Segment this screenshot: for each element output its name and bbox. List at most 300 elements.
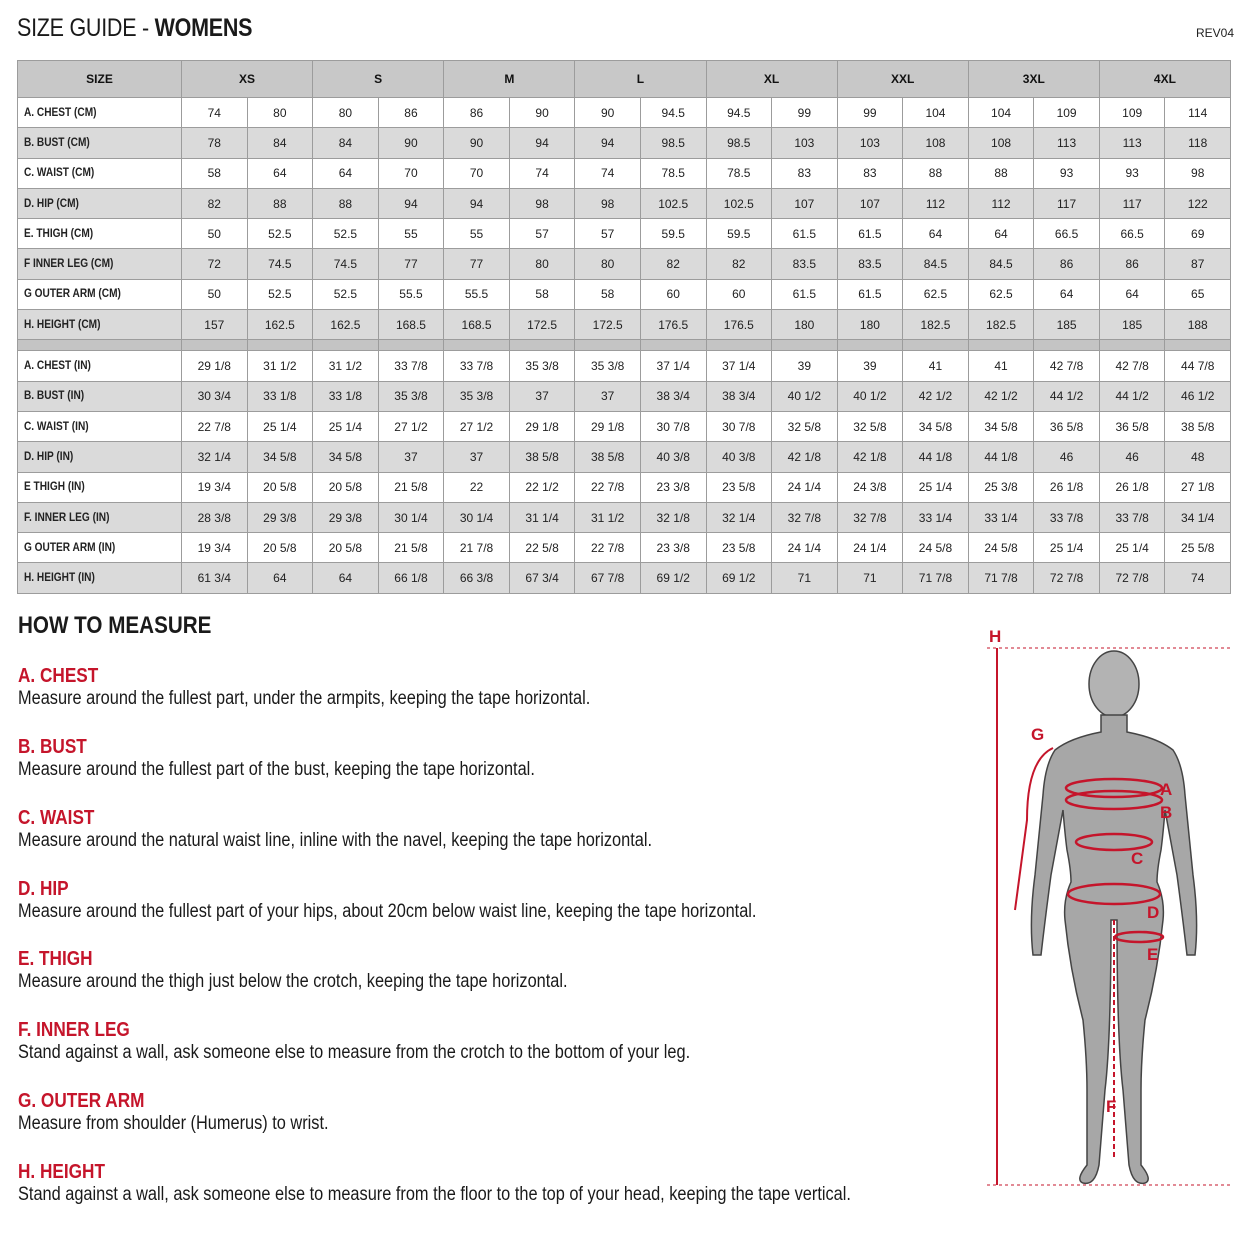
measurement-value: 98.5 bbox=[706, 128, 772, 158]
measurement-row bbox=[18, 279, 1231, 309]
measure-section-hip bbox=[18, 877, 877, 923]
measurement-value: 33 7/8 bbox=[378, 351, 444, 381]
measurement-value: 62.5 bbox=[903, 279, 969, 309]
measurement-value: 21 5/8 bbox=[378, 472, 444, 502]
measurement-row bbox=[18, 472, 1231, 502]
measurement-value: 72 bbox=[182, 249, 248, 279]
measurement-value: 83 bbox=[837, 158, 903, 188]
measure-heading: A. CHEST bbox=[18, 665, 99, 687]
measurement-value: 34 1/4 bbox=[1165, 502, 1231, 532]
measurement-value: 59.5 bbox=[640, 219, 706, 249]
measurement-value: 74.5 bbox=[247, 249, 313, 279]
separator-cell bbox=[18, 340, 182, 351]
measurement-row bbox=[18, 188, 1231, 218]
measurement-value: 64 bbox=[247, 158, 313, 188]
measurement-value: 64 bbox=[1099, 279, 1165, 309]
size-m-header: M bbox=[444, 61, 575, 98]
measurement-value: 94.5 bbox=[706, 98, 772, 128]
measurement-value: 94 bbox=[378, 188, 444, 218]
measurement-value: 180 bbox=[837, 310, 903, 340]
measure-description: Measure around the fullest part of your hips, about 20cm below waist line, keeping the tape horizontal. bbox=[18, 901, 757, 922]
row-label bbox=[18, 310, 182, 340]
measurement-value: 84 bbox=[247, 128, 313, 158]
separator-cell bbox=[772, 340, 838, 351]
measurement-value: 78.5 bbox=[706, 158, 772, 188]
measurement-value: 71 7/8 bbox=[968, 563, 1034, 593]
measurement-value: 104 bbox=[968, 98, 1034, 128]
measure-description: Stand against a wall, ask someone else to measure from the floor to the top of your head, keeping the tape vertical. bbox=[18, 1184, 851, 1205]
measurement-value: 71 bbox=[772, 563, 838, 593]
measure-heading: F. INNER LEG bbox=[18, 1019, 130, 1041]
measurement-value: 77 bbox=[444, 249, 510, 279]
measurement-value: 48 bbox=[1165, 442, 1231, 472]
measurement-value: 52.5 bbox=[247, 279, 313, 309]
measure-description: Measure around the fullest part of the bust, keeping the tape horizontal. bbox=[18, 759, 535, 780]
measurement-value: 21 7/8 bbox=[444, 533, 510, 563]
measurement-value: 118 bbox=[1165, 128, 1231, 158]
size-table bbox=[17, 60, 1231, 594]
measurement-value: 33 7/8 bbox=[1099, 502, 1165, 532]
measurement-value: 90 bbox=[509, 98, 575, 128]
row-label-text: E. THIGH (CM) bbox=[24, 227, 94, 240]
measurement-value: 185 bbox=[1034, 310, 1100, 340]
measurement-value: 42 7/8 bbox=[1099, 351, 1165, 381]
measurement-value: 182.5 bbox=[903, 310, 969, 340]
row-label-text: B. BUST (CM) bbox=[24, 136, 90, 149]
measurement-value: 35 3/8 bbox=[444, 381, 510, 411]
measurement-value: 23 3/8 bbox=[640, 533, 706, 563]
measurement-value: 69 1/2 bbox=[706, 563, 772, 593]
row-label-text: F INNER LEG (CM) bbox=[24, 258, 114, 271]
measurement-value: 25 3/8 bbox=[968, 472, 1034, 502]
measurement-value: 168.5 bbox=[444, 310, 510, 340]
measurement-value: 58 bbox=[509, 279, 575, 309]
measurement-value: 34 5/8 bbox=[968, 411, 1034, 441]
measure-heading: G. OUTER ARM bbox=[18, 1090, 145, 1112]
measurement-value: 57 bbox=[509, 219, 575, 249]
measurement-value: 172.5 bbox=[509, 310, 575, 340]
measurement-value: 172.5 bbox=[575, 310, 641, 340]
measurement-value: 42 1/8 bbox=[837, 442, 903, 472]
measurement-value: 40 1/2 bbox=[837, 381, 903, 411]
measurement-value: 72 7/8 bbox=[1099, 563, 1165, 593]
measurement-value: 98 bbox=[1165, 158, 1231, 188]
measurement-value: 59.5 bbox=[706, 219, 772, 249]
row-label bbox=[18, 381, 182, 411]
measurement-value: 34 5/8 bbox=[903, 411, 969, 441]
row-label-text: A. CHEST (CM) bbox=[24, 106, 97, 119]
row-label-text: G OUTER ARM (IN) bbox=[24, 541, 116, 554]
row-label bbox=[18, 219, 182, 249]
measure-description: Measure around the fullest part, under the armpits, keeping the tape horizontal. bbox=[18, 688, 591, 709]
separator-cell bbox=[182, 340, 248, 351]
row-label bbox=[18, 351, 182, 381]
size-xs-header: XS bbox=[182, 61, 313, 98]
measurement-value: 40 3/8 bbox=[640, 442, 706, 472]
measurement-value: 70 bbox=[444, 158, 510, 188]
measurement-value: 30 1/4 bbox=[444, 502, 510, 532]
measurement-value: 90 bbox=[444, 128, 510, 158]
measure-description: Measure from shoulder (Humerus) to wrist. bbox=[18, 1113, 329, 1134]
measurement-value: 22 7/8 bbox=[575, 533, 641, 563]
measure-description: Measure around the natural waist line, inline with the navel, keeping the tape horizontal. bbox=[18, 830, 653, 851]
measurement-value: 84.5 bbox=[968, 249, 1034, 279]
measurement-value: 117 bbox=[1034, 188, 1100, 218]
measurement-value: 74 bbox=[182, 98, 248, 128]
measurement-value: 77 bbox=[378, 249, 444, 279]
measurement-value: 57 bbox=[575, 219, 641, 249]
measurement-value: 94 bbox=[509, 128, 575, 158]
measurement-value: 37 1/4 bbox=[706, 351, 772, 381]
measure-heading: D. HIP bbox=[18, 878, 69, 900]
measurement-value: 29 3/8 bbox=[313, 502, 379, 532]
measurement-value: 27 1/2 bbox=[378, 411, 444, 441]
measurement-value: 34 5/8 bbox=[313, 442, 379, 472]
measurement-value: 88 bbox=[313, 188, 379, 218]
marker-c: C bbox=[1131, 849, 1144, 868]
measurement-row bbox=[18, 533, 1231, 563]
measure-section-inner-leg bbox=[18, 1018, 800, 1064]
measurement-value: 98.5 bbox=[640, 128, 706, 158]
measurement-value: 82 bbox=[640, 249, 706, 279]
measurement-value: 114 bbox=[1165, 98, 1231, 128]
row-label bbox=[18, 98, 182, 128]
measurement-value: 36 5/8 bbox=[1034, 411, 1100, 441]
measurement-value: 32 1/4 bbox=[706, 502, 772, 532]
measurement-value: 64 bbox=[968, 219, 1034, 249]
measurement-value: 60 bbox=[706, 279, 772, 309]
measurement-value: 72 7/8 bbox=[1034, 563, 1100, 593]
measurement-value: 26 1/8 bbox=[1034, 472, 1100, 502]
marker-e: E bbox=[1147, 945, 1159, 964]
revision-label: REV04 bbox=[1195, 26, 1234, 40]
measurement-value: 99 bbox=[837, 98, 903, 128]
measurement-value: 30 1/4 bbox=[378, 502, 444, 532]
measurement-value: 32 7/8 bbox=[837, 502, 903, 532]
measurement-value: 65 bbox=[1165, 279, 1231, 309]
separator-cell bbox=[313, 340, 379, 351]
measurement-value: 61.5 bbox=[837, 279, 903, 309]
measurement-value: 20 5/8 bbox=[313, 533, 379, 563]
separator-cell bbox=[1099, 340, 1165, 351]
row-label-text: D. HIP (IN) bbox=[24, 450, 74, 463]
measurement-value: 32 1/4 bbox=[182, 442, 248, 472]
measurement-value: 46 bbox=[1034, 442, 1100, 472]
measurement-value: 98 bbox=[575, 188, 641, 218]
measurement-value: 86 bbox=[378, 98, 444, 128]
marker-b: B bbox=[1160, 803, 1173, 822]
measurement-value: 66 1/8 bbox=[378, 563, 444, 593]
row-label bbox=[18, 188, 182, 218]
how-to-measure-title: HOW TO MEASURE bbox=[18, 612, 212, 639]
measurement-value: 20 5/8 bbox=[247, 472, 313, 502]
measurement-row bbox=[18, 411, 1231, 441]
measure-section-waist bbox=[18, 806, 755, 852]
row-label-text: D. HIP (CM) bbox=[24, 197, 79, 210]
measurement-value: 23 5/8 bbox=[706, 533, 772, 563]
measurement-value: 23 3/8 bbox=[640, 472, 706, 502]
unit-separator-row bbox=[18, 340, 1231, 351]
measure-section-bust bbox=[18, 735, 619, 781]
measurement-value: 24 1/4 bbox=[772, 472, 838, 502]
measurement-value: 32 1/8 bbox=[640, 502, 706, 532]
measurement-value: 29 1/8 bbox=[509, 411, 575, 441]
measurement-value: 25 1/4 bbox=[903, 472, 969, 502]
measurement-value: 88 bbox=[903, 158, 969, 188]
measurement-value: 94.5 bbox=[640, 98, 706, 128]
measurement-value: 102.5 bbox=[640, 188, 706, 218]
measurement-value: 25 1/4 bbox=[1099, 533, 1165, 563]
measurement-value: 93 bbox=[1034, 158, 1100, 188]
measurement-value: 94 bbox=[575, 128, 641, 158]
measurement-value: 113 bbox=[1099, 128, 1165, 158]
measurement-row bbox=[18, 310, 1231, 340]
measurement-value: 90 bbox=[378, 128, 444, 158]
measurement-value: 33 1/8 bbox=[247, 381, 313, 411]
size-l-header: L bbox=[575, 61, 706, 98]
measurement-value: 20 5/8 bbox=[247, 533, 313, 563]
measurement-value: 64 bbox=[247, 563, 313, 593]
measurement-value: 42 1/8 bbox=[772, 442, 838, 472]
measurement-value: 24 3/8 bbox=[837, 472, 903, 502]
measurement-value: 22 1/2 bbox=[509, 472, 575, 502]
measurement-row bbox=[18, 219, 1231, 249]
measurement-value: 38 5/8 bbox=[509, 442, 575, 472]
size-xxl-header: XXL bbox=[837, 61, 968, 98]
measurement-value: 31 1/4 bbox=[509, 502, 575, 532]
measurement-value: 38 3/4 bbox=[706, 381, 772, 411]
measurement-value: 86 bbox=[444, 98, 510, 128]
measurement-value: 40 1/2 bbox=[772, 381, 838, 411]
measure-section-thigh bbox=[18, 947, 657, 993]
measurement-value: 58 bbox=[575, 279, 641, 309]
measurement-value: 122 bbox=[1165, 188, 1231, 218]
measurement-value: 39 bbox=[772, 351, 838, 381]
measurement-value: 29 3/8 bbox=[247, 502, 313, 532]
body-measurement-figure bbox=[975, 620, 1235, 1195]
row-label-text: F. INNER LEG (IN) bbox=[24, 511, 110, 524]
measurement-value: 108 bbox=[968, 128, 1034, 158]
measurement-value: 78.5 bbox=[640, 158, 706, 188]
size-4xl-header: 4XL bbox=[1099, 61, 1230, 98]
measurement-value: 31 1/2 bbox=[313, 351, 379, 381]
measure-section-outer-arm bbox=[18, 1089, 379, 1135]
measurement-value: 104 bbox=[903, 98, 969, 128]
row-label-text: C. WAIST (IN) bbox=[24, 420, 89, 433]
measurement-value: 64 bbox=[903, 219, 969, 249]
row-label bbox=[18, 411, 182, 441]
row-label bbox=[18, 158, 182, 188]
marker-d: D bbox=[1147, 903, 1160, 922]
marker-g: G bbox=[1031, 725, 1045, 744]
measurement-value: 44 1/2 bbox=[1034, 381, 1100, 411]
separator-cell bbox=[1034, 340, 1100, 351]
measurement-value: 112 bbox=[903, 188, 969, 218]
measurement-value: 162.5 bbox=[247, 310, 313, 340]
measurement-value: 176.5 bbox=[640, 310, 706, 340]
measurement-value: 40 3/8 bbox=[706, 442, 772, 472]
measurement-value: 24 5/8 bbox=[903, 533, 969, 563]
measurement-value: 27 1/8 bbox=[1165, 472, 1231, 502]
row-label-text: B. BUST (IN) bbox=[24, 390, 85, 403]
measure-section-chest bbox=[18, 664, 683, 710]
measurement-value: 74 bbox=[575, 158, 641, 188]
measurement-value: 71 7/8 bbox=[903, 563, 969, 593]
measurement-value: 33 7/8 bbox=[444, 351, 510, 381]
measurement-value: 74.5 bbox=[313, 249, 379, 279]
measurement-value: 98 bbox=[509, 188, 575, 218]
measurement-value: 86 bbox=[1034, 249, 1100, 279]
separator-cell bbox=[378, 340, 444, 351]
measurement-value: 103 bbox=[837, 128, 903, 158]
measurement-value: 61.5 bbox=[772, 219, 838, 249]
measurement-value: 44 7/8 bbox=[1165, 351, 1231, 381]
measurement-value: 31 1/2 bbox=[575, 502, 641, 532]
measurement-value: 102.5 bbox=[706, 188, 772, 218]
separator-cell bbox=[706, 340, 772, 351]
measurement-value: 37 1/4 bbox=[640, 351, 706, 381]
measurement-value: 37 bbox=[575, 381, 641, 411]
measurement-value: 66.5 bbox=[1099, 219, 1165, 249]
measurement-value: 87 bbox=[1165, 249, 1231, 279]
row-label bbox=[18, 128, 182, 158]
measurement-value: 84 bbox=[313, 128, 379, 158]
measurement-value: 58 bbox=[182, 158, 248, 188]
separator-cell bbox=[509, 340, 575, 351]
measurement-value: 38 3/4 bbox=[640, 381, 706, 411]
measurement-value: 31 1/2 bbox=[247, 351, 313, 381]
measurement-value: 103 bbox=[772, 128, 838, 158]
measurement-value: 64 bbox=[1034, 279, 1100, 309]
measurement-value: 41 bbox=[903, 351, 969, 381]
measurement-value: 33 1/8 bbox=[313, 381, 379, 411]
measurement-value: 109 bbox=[1034, 98, 1100, 128]
row-label bbox=[18, 279, 182, 309]
measurement-value: 82 bbox=[182, 188, 248, 218]
measurement-value: 52.5 bbox=[247, 219, 313, 249]
measurement-value: 83.5 bbox=[837, 249, 903, 279]
measurement-value: 55.5 bbox=[444, 279, 510, 309]
row-label bbox=[18, 502, 182, 532]
separator-cell bbox=[444, 340, 510, 351]
measurement-row bbox=[18, 249, 1231, 279]
measurement-row bbox=[18, 442, 1231, 472]
row-label bbox=[18, 472, 182, 502]
measurement-value: 28 3/8 bbox=[182, 502, 248, 532]
size-header-row bbox=[18, 61, 1231, 98]
measurement-value: 46 bbox=[1099, 442, 1165, 472]
measurement-value: 34 5/8 bbox=[247, 442, 313, 472]
measure-heading: B. BUST bbox=[18, 736, 87, 758]
measurement-value: 25 1/4 bbox=[1034, 533, 1100, 563]
size-xl-header: XL bbox=[706, 61, 837, 98]
measurement-value: 117 bbox=[1099, 188, 1165, 218]
size-3xl-header: 3XL bbox=[968, 61, 1099, 98]
measure-heading: C. WAIST bbox=[18, 807, 95, 829]
measurement-value: 80 bbox=[247, 98, 313, 128]
measurement-value: 80 bbox=[313, 98, 379, 128]
measure-description: Measure around the thigh just below the crotch, keeping the tape horizontal. bbox=[18, 971, 568, 992]
measure-heading: E. THIGH bbox=[18, 948, 93, 970]
measurement-value: 32 7/8 bbox=[772, 502, 838, 532]
measurement-value: 26 1/8 bbox=[1099, 472, 1165, 502]
measurement-value: 61.5 bbox=[772, 279, 838, 309]
measurement-value: 29 1/8 bbox=[575, 411, 641, 441]
measurement-value: 25 1/4 bbox=[247, 411, 313, 441]
measurement-value: 82 bbox=[706, 249, 772, 279]
measure-description: Stand against a wall, ask someone else to measure from the crotch to the bottom of your leg. bbox=[18, 1042, 691, 1063]
title-prefix: SIZE GUIDE - bbox=[17, 14, 155, 42]
title-bold: WOMENS bbox=[154, 14, 253, 42]
row-label-text: A. CHEST (IN) bbox=[24, 360, 91, 373]
measurement-value: 52.5 bbox=[313, 279, 379, 309]
measurement-value: 20 5/8 bbox=[313, 472, 379, 502]
measurement-value: 44 1/8 bbox=[903, 442, 969, 472]
measurement-value: 64 bbox=[313, 158, 379, 188]
measurement-value: 22 5/8 bbox=[509, 533, 575, 563]
measurement-value: 41 bbox=[968, 351, 1034, 381]
measurement-value: 74 bbox=[1165, 563, 1231, 593]
row-label bbox=[18, 563, 182, 593]
measurement-row bbox=[18, 128, 1231, 158]
measurement-value: 32 5/8 bbox=[837, 411, 903, 441]
measurement-value: 22 bbox=[444, 472, 510, 502]
measurement-value: 107 bbox=[772, 188, 838, 218]
row-label-text: H. HEIGHT (IN) bbox=[24, 572, 95, 585]
measurement-value: 23 5/8 bbox=[706, 472, 772, 502]
measurement-value: 32 5/8 bbox=[772, 411, 838, 441]
measurement-value: 30 3/4 bbox=[182, 381, 248, 411]
measurement-value: 25 5/8 bbox=[1165, 533, 1231, 563]
row-label-text: C. WAIST (CM) bbox=[24, 167, 95, 180]
measurement-value: 176.5 bbox=[706, 310, 772, 340]
measurement-value: 83.5 bbox=[772, 249, 838, 279]
measure-heading: H. HEIGHT bbox=[18, 1161, 105, 1183]
measurement-value: 35 3/8 bbox=[509, 351, 575, 381]
measurement-value: 35 3/8 bbox=[575, 351, 641, 381]
measurement-value: 38 5/8 bbox=[1165, 411, 1231, 441]
marker-h: H bbox=[989, 627, 1002, 646]
measurement-value: 61.5 bbox=[837, 219, 903, 249]
measurement-value: 42 1/2 bbox=[968, 381, 1034, 411]
measurement-value: 168.5 bbox=[378, 310, 444, 340]
measurement-row bbox=[18, 351, 1231, 381]
measurement-value: 19 3/4 bbox=[182, 533, 248, 563]
measurement-value: 39 bbox=[837, 351, 903, 381]
separator-cell bbox=[1165, 340, 1231, 351]
size-header-cell: SIZE bbox=[18, 61, 182, 98]
measurement-row bbox=[18, 158, 1231, 188]
measurement-value: 80 bbox=[575, 249, 641, 279]
measurement-value: 188 bbox=[1165, 310, 1231, 340]
measurement-value: 88 bbox=[247, 188, 313, 218]
measurement-value: 74 bbox=[509, 158, 575, 188]
measurement-value: 80 bbox=[509, 249, 575, 279]
measurement-value: 90 bbox=[575, 98, 641, 128]
measurement-value: 44 1/2 bbox=[1099, 381, 1165, 411]
measurement-value: 67 3/4 bbox=[509, 563, 575, 593]
measurement-value: 38 5/8 bbox=[575, 442, 641, 472]
separator-cell bbox=[575, 340, 641, 351]
measurement-value: 24 5/8 bbox=[968, 533, 1034, 563]
measurement-value: 50 bbox=[182, 279, 248, 309]
separator-cell bbox=[903, 340, 969, 351]
page-title bbox=[17, 14, 252, 43]
measurement-value: 42 7/8 bbox=[1034, 351, 1100, 381]
measurement-value: 30 7/8 bbox=[706, 411, 772, 441]
row-label-text: G OUTER ARM (CM) bbox=[24, 288, 121, 301]
measurement-value: 182.5 bbox=[968, 310, 1034, 340]
